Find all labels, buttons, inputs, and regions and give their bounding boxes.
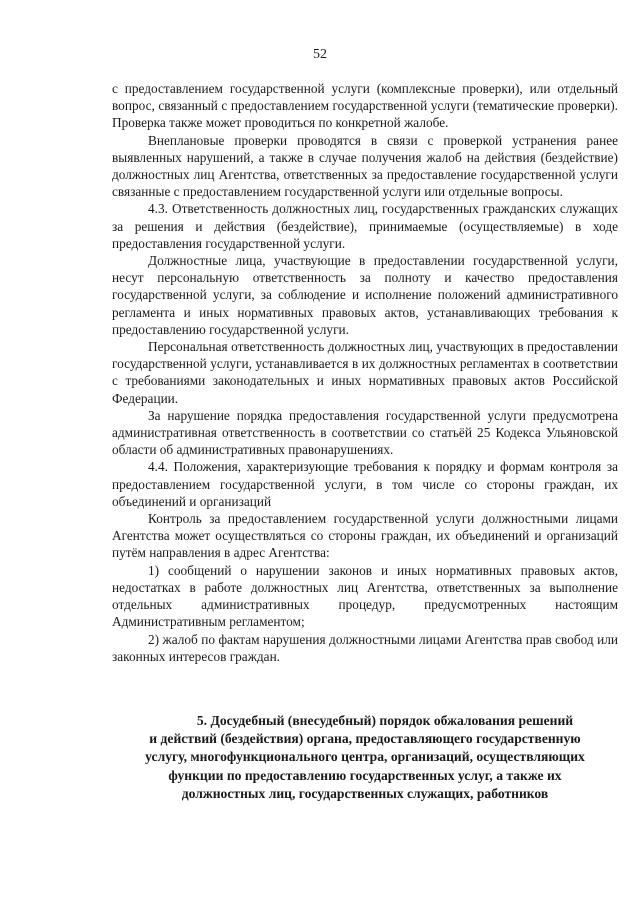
heading-line: и действий (бездействия) органа, предоставляющего государственную (149, 731, 581, 747)
paragraph-administrative-liability: За нарушение порядка предоставления государственной услуги предусмотрена административная ответственность в соответствии со статьёй 25 Кодекса Ульяновской области об административных правонарушениях. (112, 407, 618, 458)
paragraph-officials-responsibility: Должностные лица, участвующие в предоставлении государственной услуги, несут персональную ответственность за полноту и качество предоставления государственной услуги, за соблюдение и исполнение положений административного регламента и иных нормативных правовых актов, устанавливающих требования к предоставлению государственной услуги. (112, 253, 618, 337)
heading-line: услугу, многофункционального центра, организаций, осуществляющих (145, 749, 585, 765)
list-item-complaints: 2) жалоб по фактам нарушения должностными лицами Агентства прав свобод или законных интересов граждан. (112, 631, 618, 664)
paragraph-inspection-scope: с предоставлением государственной услуги (комплексные проверки), или отдельный вопрос, связанный с предоставлением государственной услуги (тематические проверки). Проверка также может проводиться по конкретной жалобе. (112, 81, 618, 131)
paragraph-4-4-control-provisions: 4.4. Положения, характеризующие требования к порядку и формам контроля за предоставлением государственной услуги, в том числе со стороны граждан, их объединений и организаций (112, 459, 618, 509)
section-5-heading (112, 712, 618, 803)
paragraph-4-3-responsibility: 4.3. Ответственность должностных лиц, государственных гражданских служащих за решения и действия (бездействие), принимаемые (осуществляемые) в ходе предоставления государственной услуги. (112, 201, 618, 251)
paragraph-public-control: Контроль за предоставлением государственной услуги должностными лицами Агентства может осуществляться со стороны граждан, их объединений и организаций путём направления в адрес Агентства: (112, 511, 618, 561)
paragraph-personal-responsibility: Персональная ответственность должностных лиц, участвующих в предоставлении государственной услуги, устанавливается в их должностных регламентах в соответствии с требованиями законодательных и иных нормативных правовых актов Российской Федерации. (112, 339, 618, 406)
page-number: 52 (313, 47, 327, 62)
paragraph-unscheduled-inspections: Внеплановые проверки проводятся в связи с проверкой устранения ранее выявленных нарушений, а также в случае получения жалоб на действия (бездействие) должностных лиц Агентства, ответственных за предоставление государственной услуги связанные с предоставлением государственной услуги или отдельные вопросы. (112, 132, 618, 200)
heading-line: 5. Досудебный (внесудебный) порядок обжалования решений (196, 713, 574, 728)
document-body (112, 80, 618, 665)
heading-line: должностных лиц, государственных служащих, работников (181, 785, 549, 801)
list-item-reports: 1) сообщений о нарушении законов и иных нормативных правовых актов, недостатках в работе должностных лиц Агентства, ответственных за выполнение отдельных административных процедур, предусмотренных настоящим Административным регламентом; (112, 562, 618, 630)
heading-line: функции по предоставлению государственных услуг, а также их (168, 767, 562, 783)
